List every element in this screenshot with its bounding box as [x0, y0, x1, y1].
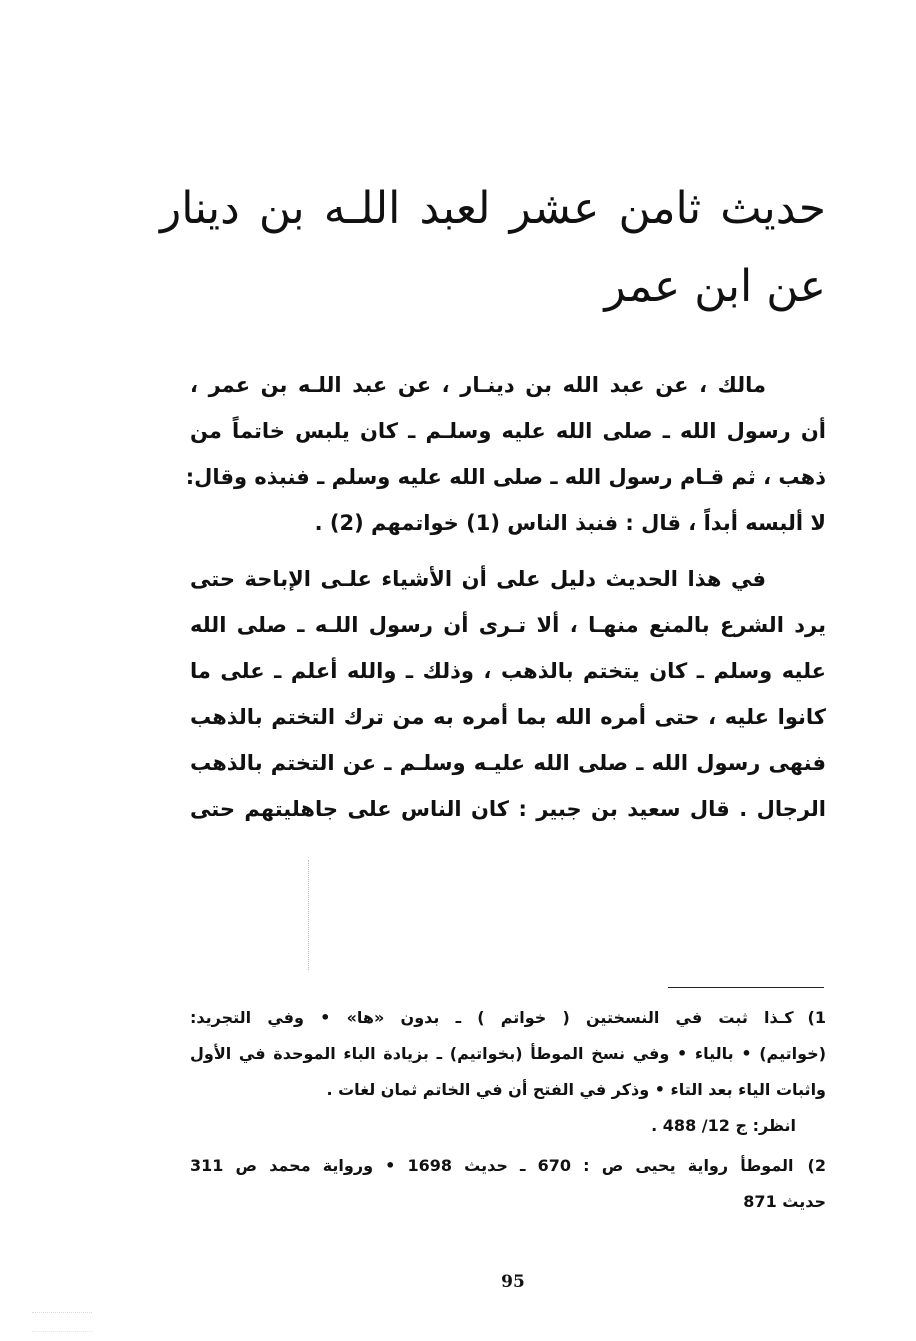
page-number: 95: [501, 1272, 525, 1292]
footnote-text: الموطأ رواية يحيى ص : 670 ـ حديث 1698 • ورواية محمد ص 311: [190, 1156, 794, 1175]
paragraph-line: لا ألبسه أبداً ، قال : فنبذ الناس (1) خواتمهم (2) .: [314, 511, 826, 535]
commentary-paragraph: [190, 556, 826, 832]
footnote-line: [190, 1000, 826, 1036]
footnote-line: حديث 871: [743, 1192, 826, 1211]
paragraph-line: الرجال . قال سعيد بن جبير : كان الناس على جاهليتهم حتى: [190, 797, 826, 821]
paragraph-line: يرد الشرع بالمنع منهـا ، ألا تـرى أن رسول اللـه ـ صلى الله: [190, 613, 826, 637]
paragraph-line: عليه وسلم ـ كان يتختم بالذهب ، وذلك ـ والله أعلم ـ على ما: [190, 659, 826, 683]
footnote-marker: 1): [807, 1008, 826, 1027]
footnote-line: انظر: ج 12/ 488 .: [651, 1116, 796, 1135]
footnote-marker: 2): [807, 1156, 826, 1175]
paragraph-line: مالك ، عن عبد الله بن دينـار ، عن عبد اللـه بن عمر ،: [190, 373, 766, 397]
footnote-line: [190, 1148, 826, 1184]
footnote-divider: [668, 987, 824, 988]
scan-artifact: [308, 860, 317, 970]
paragraph-line: أن رسول الله ـ صلى الله عليه وسلـم ـ كان يلبس خاتماً من: [190, 419, 826, 443]
paragraph-line: ذهب ، ثم قـام رسول الله ـ صلى الله عليه وسلم ـ فنبذه وقال:: [185, 465, 826, 489]
footnote-text: كـذا ثبت في النسختين ( خواتم ) ـ بدون «ها» • وفي التجريد:: [190, 1008, 794, 1027]
chapter-title: [160, 170, 826, 326]
paragraph-line: فنهى رسول الله ـ صلى الله عليـه وسلـم ـ عن التختم بالذهب: [190, 751, 826, 775]
paragraph-line: كانوا عليه ، حتى أمره الله بما أمره به من ترك التختم بالذهب: [190, 705, 826, 729]
footnote-1: [190, 1000, 826, 1144]
scan-artifact: [32, 1312, 92, 1332]
title-line-2: عن ابن عمر: [604, 261, 826, 312]
hadith-text-paragraph: [185, 362, 826, 546]
footnote-2: [190, 1148, 826, 1220]
paragraph-line: في هذا الحديث دليل على أن الأشياء علـى الإباحة حتى: [190, 567, 766, 591]
footnote-line: (خواتيم) • بالياء • وفي نسخ الموطأ (بخواتيم) ـ بزيادة الباء الموحدة في الأول: [190, 1044, 826, 1063]
footnote-line: واثبات الياء بعد التاء • وذكر في الفتح أن في الخاتم ثمان لغات .: [326, 1080, 826, 1099]
title-line-1: حديث ثامن عشر لعبد اللـه بن دينار: [160, 183, 826, 234]
footnotes: [190, 1000, 826, 1220]
